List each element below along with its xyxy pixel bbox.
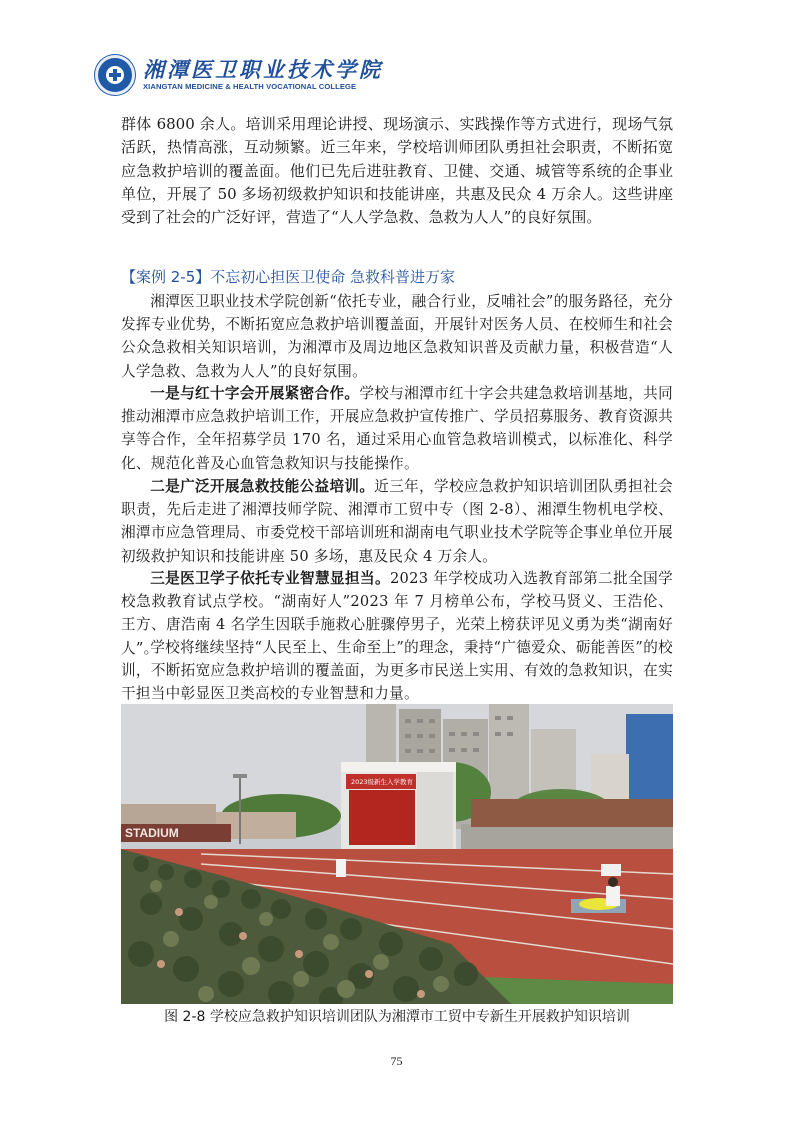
case-paragraph-2 <box>121 382 673 475</box>
case-paragraph-2-lead: 一是与红十字会开展紧密合作。 <box>150 385 360 402</box>
case-paragraph-4-body: 2023 年学校成功入选教育部第二批全国学校急救教育试点学校。“湖南好人”2023 年 7 月榜单公布，学校马贤义、王浩伦、王方、唐浩南 4 名学生因联手施救心脏骤停男子，光荣上榜获评见义勇为类“湖南好人”。 <box>121 570 673 657</box>
stadium-sign: STADIUM <box>125 826 179 840</box>
school-logo <box>95 55 135 95</box>
training-photo <box>121 704 673 1004</box>
case-paragraph-3 <box>121 475 673 568</box>
case-paragraph-2-body: 学校与湘潭市红十字会共建急救培训基地，共同推动湘潭市应急救护培训工作，开展应急救护宣传推广、学员招募服务、教育资源共享等合作，全年招募学员 170 名，通过采用心血管急救培训模式，以标准化、科学化、规范化普及心血管急救知识与技能操作。 <box>121 385 673 472</box>
case-paragraph-1: 湘潭医卫职业技术学院创新“依托专业，融合行业，反哺社会”的服务路径，充分发挥专业优势，不断拓宽应急救护培训覆盖面，开展针对医务人员、在校师生和社会公众急救相关知识培训，为湘潭市及周边地区急救知识普及贡献力量，积极营造“人人学急救、急救为人人”的良好氛围。 <box>121 293 673 380</box>
case-paragraph-5: 学校将继续坚持“人民至上、生命至上”的理念，秉持“广德爱众、砺能善医”的校训，不断拓宽应急救护培训的覆盖面，为更多市民送上实用、有效的急救知识，在实干担当中彰显医卫类高校的专业智慧和力量。 <box>121 639 673 703</box>
page-header <box>95 52 425 96</box>
stage-banner: 2023级新生入学教育 <box>351 778 414 786</box>
case-heading: 【案例 2-5】不忘初心担医卫使命 急救科普进万家 <box>121 268 456 286</box>
school-name-en: XIANGTAN MEDICINE & HEALTH VOCATIONAL COLLEGE <box>143 82 357 91</box>
intro-paragraph: 群体 6800 余人。培训采用理论讲授、现场演示、实践操作等方式进行，现场气氛活跃，热情高涨，互动频繁。近三年来，学校培训师团队勇担社会职责，不断拓宽应急救护培训的覆盖面。他们已先后进驻教育、卫健、交通、城管等系统的企事业单位，开展了 50 多场初级救护知识和技能讲座，共惠及民众 4 万余人。这些讲座受到了社会的广泛好评，营造了“人人学急救、急救为人人”的良好氛围。 <box>121 115 673 227</box>
case-paragraph-3-lead: 二是广泛开展急救技能公益培训。 <box>150 478 375 495</box>
case-paragraph-4-lead: 三是医卫学子依托专业智慧显担当。 <box>150 570 390 587</box>
school-name-cn: 湘潭医卫职业技术学院 <box>143 57 383 82</box>
case-paragraph-3-body: 近三年，学校应急救护知识培训团队勇担社会职责，先后走进了湘潭技师学院、湘潭市工贸中专（图 2-8）、湘潭生物机电学校、湘潭市应急管理局、市委党校干部培训班和湖南电气职业技术学院等企事业单位开展初级救护知识和技能讲座 50 多场，惠及民众 4 万余人。 <box>121 478 673 565</box>
page-number: 75 <box>390 1054 403 1068</box>
figure-caption: 图 2-8 学校应急救护知识培训团队为湘潭市工贸中专新生开展救护知识培训 <box>164 1009 630 1025</box>
